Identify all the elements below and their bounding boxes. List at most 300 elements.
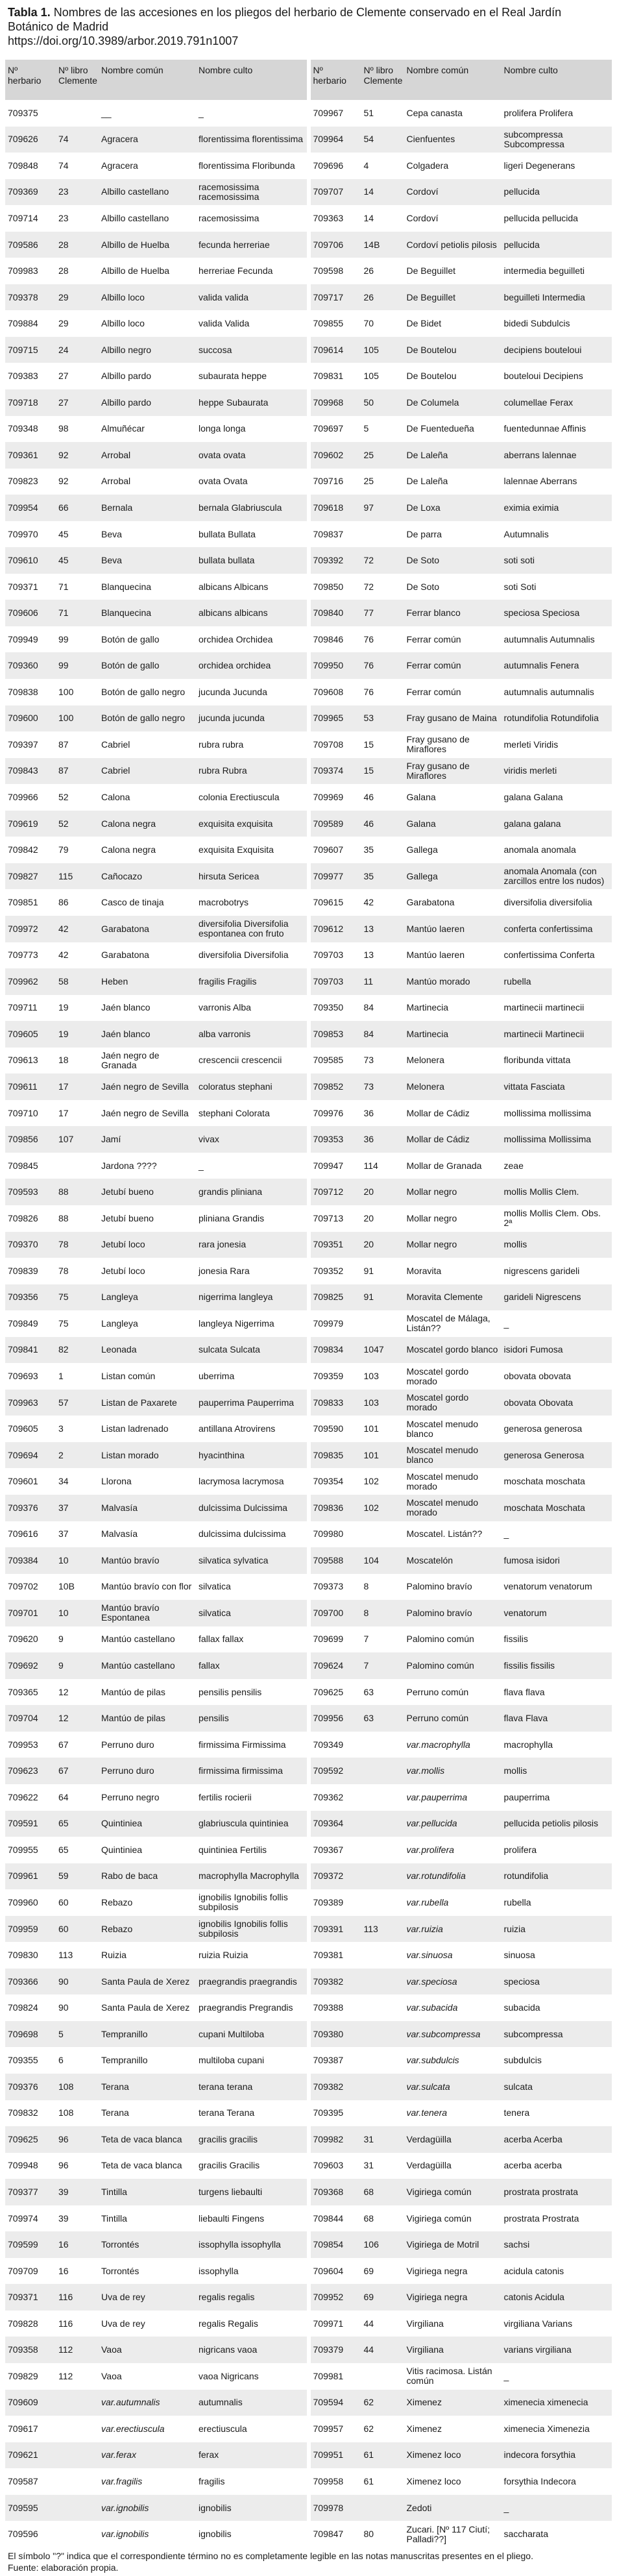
cell-culto: forsythia Indecora (503, 2475, 576, 2486)
table-row (5, 2495, 307, 2521)
cell-comun: Perruno común (406, 1713, 469, 1724)
table-row (311, 1863, 612, 1890)
cell-culto: cupani Multiloba (199, 2028, 265, 2039)
cell-culto: generosa Generosa (503, 1449, 585, 1460)
cell-libro: 37 (58, 1502, 69, 1513)
cell-herbario: 709844 (313, 2213, 344, 2224)
cell-comun: var.tenera (406, 2107, 448, 2118)
right-table-body (311, 100, 612, 2547)
cell-herbario: 709832 (8, 2107, 38, 2118)
cell-herbario: 709962 (8, 975, 38, 987)
cell-culto: eximia eximia (503, 502, 559, 513)
cell-culto: isidori Fumosa (503, 1344, 563, 1355)
cell-culto: _ (503, 2370, 509, 2381)
cell-libro: 34 (58, 1476, 69, 1487)
cell-culto: alba varronis (199, 1028, 251, 1039)
cell-culto: generosa generosa (503, 1423, 583, 1434)
cell-comun: Mollar negro (406, 1239, 457, 1250)
cell-libro: 106 (363, 2239, 379, 2250)
table-row (311, 100, 612, 127)
cell-culto: florentissima florentissima (199, 134, 304, 145)
table-row (5, 100, 307, 127)
table-row (5, 495, 307, 521)
cell-libro: 28 (58, 265, 69, 276)
table-row (311, 2363, 612, 2390)
cell-herbario: 709851 (8, 897, 38, 908)
cell-herbario: 709586 (8, 239, 38, 250)
cell-comun: Botón de gallo negro (101, 713, 186, 724)
table-row (5, 2258, 307, 2285)
cell-culto: rotundifolia Rotundifolia (503, 713, 599, 724)
cell-libro: 116 (58, 2318, 73, 2329)
table-row (5, 705, 307, 732)
cell-herbario: 709964 (313, 134, 344, 145)
cell-libro: 29 (58, 291, 69, 302)
cell-culto: pellucida pellucida (503, 212, 578, 223)
cell-herbario: 709361 (8, 449, 38, 460)
cell-comun: Listan de Paxarete (101, 1397, 177, 1408)
table-row (311, 574, 612, 600)
cell-culto: martinecii Martinecii (503, 1028, 585, 1039)
cell-culto: rubella (503, 1896, 531, 1907)
doi-link[interactable]: https://doi.org/10.3989/arbor.2019.791n1007 (8, 34, 239, 47)
cell-comun: Gallega (406, 844, 438, 855)
table-row (5, 1574, 307, 1601)
table-row (311, 1153, 612, 1179)
cell-culto: antillana Atrovirens (199, 1423, 276, 1434)
cell-libro (56, 2390, 99, 2416)
cell-comun: Cordoví (406, 186, 439, 197)
table-row (311, 889, 612, 916)
cell-comun: Garabatona (101, 950, 149, 961)
table-row (5, 179, 307, 206)
table-row (5, 811, 307, 837)
cell-libro: 19 (58, 1002, 69, 1013)
cell-comun: Vitis racimosa. Listán común (406, 2366, 492, 2386)
cell-herbario: 709358 (8, 2344, 38, 2355)
cell-culto: nigrescens garideli (503, 1265, 580, 1276)
cell-herbario: 709379 (313, 2344, 344, 2355)
cell-comun: Zucari. [Nº 117 Ciutí; Palladi??] (406, 2523, 490, 2544)
cell-culto: valida Valida (199, 318, 250, 329)
cell-culto: beguilleti Intermedia (503, 291, 585, 302)
table-row (311, 258, 612, 284)
cell-culto: _ (199, 107, 204, 118)
cell-libro: 23 (58, 212, 69, 223)
cell-culto: acerba acerba (503, 2160, 563, 2171)
cell-libro: 39 (58, 2186, 69, 2197)
cell-comun: Palomino bravío (406, 1581, 472, 1592)
table-row (5, 2179, 307, 2205)
cell-comun: Ximenez (406, 2397, 442, 2408)
cell-libro: 9 (58, 1660, 64, 1671)
table-row (5, 205, 307, 232)
cell-herbario: 709610 (8, 555, 38, 566)
cell-comun: Virgiliana (406, 2318, 444, 2329)
cell-herbario: 709372 (313, 1871, 344, 1882)
cell-culto: moschata Moschata (503, 1502, 585, 1513)
cell-culto: prostrata Prostrata (503, 2213, 579, 2224)
cell-comun: var.ruizia (406, 1923, 443, 1934)
cell-culto: hirsuta Sericea (199, 870, 260, 881)
cell-comun: Fray gusano de Maina (406, 713, 497, 724)
cell-culto: autumnalis (199, 2397, 243, 2408)
cell-culto: galana galana (503, 818, 561, 829)
cell-libro: 67 (58, 1739, 69, 1750)
cell-herbario: 709947 (313, 1160, 344, 1171)
cell-culto: subaurata heppe (199, 371, 267, 382)
table-row (311, 1547, 612, 1574)
cell-libro: 103 (363, 1397, 379, 1408)
cell-libro: 65 (58, 1818, 69, 1829)
table-row (311, 1916, 612, 1943)
cell-libro: 102 (363, 1502, 379, 1513)
cell-herbario: 709884 (8, 318, 38, 329)
table-row (5, 968, 307, 995)
cell-culto: ruizia (503, 1923, 526, 1934)
cell-libro: 12 (58, 1713, 69, 1724)
cell-herbario: 709397 (8, 739, 38, 750)
cell-comun: Malvasía (101, 1502, 138, 1513)
cell-culto: galana Galana (503, 791, 563, 802)
cell-libro: 50 (363, 397, 374, 408)
cell-comun: Calona negra (101, 844, 156, 855)
table-row (311, 1232, 612, 1258)
cell-libro (361, 1994, 404, 2021)
cell-comun: Botón de gallo negro (101, 686, 186, 697)
cell-libro: 113 (58, 1950, 73, 1961)
table-row (5, 337, 307, 363)
cell-comun: Vigiriega negra (406, 2292, 468, 2303)
cell-libro: 84 (363, 1028, 374, 1039)
table-row (311, 1889, 612, 1916)
cell-libro: 14B (363, 239, 380, 250)
cell-libro: 13 (363, 923, 374, 934)
cell-libro: 102 (363, 1476, 379, 1487)
cell-libro: 39 (58, 2213, 69, 2224)
cell-comun: De parra (406, 528, 442, 539)
cell-herbario: 709367 (313, 1844, 344, 1855)
table-row (311, 863, 612, 890)
cell-comun: Jaén negro de Sevilla (101, 1081, 189, 1092)
cell-comun: Galana (406, 791, 436, 802)
cell-libro: 54 (363, 134, 374, 145)
cell-herbario: 709773 (8, 950, 38, 961)
cell-libro (361, 2047, 404, 2074)
cell-libro: 61 (363, 2475, 374, 2486)
cell-culto: flava flava (503, 1686, 545, 1697)
cell-libro: 52 (58, 818, 69, 829)
cell-culto: crescencii crescencii (199, 1055, 282, 1066)
cell-culto: ignobilis (199, 2502, 232, 2513)
cell-libro (56, 2468, 99, 2495)
cell-culto: fissilis (503, 1634, 528, 1645)
cell-comun: var.autumnalis (101, 2397, 160, 2408)
cell-herbario: 709384 (8, 1554, 38, 1565)
table-row (5, 1284, 307, 1311)
cell-libro: 84 (363, 1002, 374, 1013)
cell-libro: 57 (58, 1397, 69, 1408)
table-row (5, 1652, 307, 1679)
cell-herbario: 709619 (8, 818, 38, 829)
table-row (311, 995, 612, 1022)
cell-herbario: 709707 (313, 186, 344, 197)
cell-libro: 73 (363, 1055, 374, 1066)
cell-herbario: 709364 (313, 1818, 344, 1829)
col-libro: Nº libro Clemente (363, 65, 403, 86)
cell-comun: Cañocazo (101, 870, 143, 881)
cell-comun: Tintilla (101, 2213, 127, 2224)
cell-libro: 6 (58, 2055, 64, 2066)
cell-herbario: 709839 (8, 1265, 38, 1276)
cell-libro: 20 (363, 1212, 374, 1223)
cell-libro: 20 (363, 1239, 374, 1250)
cell-comun: Cabriel (101, 739, 130, 750)
table-row (311, 1363, 612, 1390)
cell-comun: Jamí (101, 1134, 121, 1145)
cell-culto: obovata Obovata (503, 1397, 574, 1408)
cell-libro: 9 (58, 1634, 64, 1645)
cell-comun: Palomino bravío (406, 1607, 472, 1618)
cell-culto: subacida (503, 2002, 540, 2013)
cell-libro: 69 (363, 2292, 374, 2303)
cell-libro: 114 (363, 1160, 378, 1171)
table-row (311, 811, 612, 837)
cell-herbario: 709704 (8, 1713, 38, 1724)
col-herbario: Nº herbario (8, 65, 42, 86)
cell-herbario: 709954 (8, 502, 38, 513)
cell-herbario: 709950 (313, 660, 344, 671)
table-row (311, 2416, 612, 2442)
cell-libro: 76 (363, 686, 374, 697)
cell-comun: De Fuentedueña (406, 423, 474, 434)
cell-libro: 31 (363, 2160, 374, 2171)
cell-libro (56, 2442, 99, 2469)
cell-herbario: 709369 (8, 186, 38, 197)
cell-herbario: 709694 (8, 1449, 38, 1460)
cell-libro: 74 (58, 134, 69, 145)
table-row (5, 442, 307, 469)
table-row (311, 2179, 612, 2205)
cell-herbario: 709957 (313, 2423, 344, 2434)
cell-herbario: 709389 (313, 1896, 344, 1907)
cell-libro (361, 1732, 404, 1758)
cell-herbario: 709959 (8, 1923, 38, 1934)
table-row (5, 1600, 307, 1626)
cell-culto: fecunda herreriae (199, 239, 270, 250)
cell-herbario: 709624 (313, 1660, 344, 1671)
cell-culto: jonesia Rara (199, 1265, 250, 1276)
table-row (311, 1969, 612, 1995)
table-row (311, 1784, 612, 1811)
cell-libro: 78 (58, 1265, 69, 1276)
cell-libro: 1047 (363, 1344, 384, 1355)
cell-culto: bullata bullata (199, 555, 255, 566)
cell-culto: mollis Mollis Clem. Obs. 2ª (503, 1208, 601, 1229)
cell-comun: Teta de vaca blanca (101, 2160, 182, 2171)
cell-libro: 60 (58, 1896, 69, 1907)
cell-comun: var.macrophylla (406, 1739, 470, 1750)
cell-herbario: 709693 (8, 1371, 38, 1382)
cell-herbario: 709602 (313, 449, 344, 460)
cell-herbario: 709982 (313, 2133, 344, 2144)
table-row (5, 2126, 307, 2153)
cell-libro: 26 (363, 265, 374, 276)
cell-comun: Fray gusano de Miraflores (406, 760, 470, 781)
cell-culto: rotundifolia (503, 1871, 548, 1882)
table-row (311, 1205, 612, 1232)
cell-herbario: 709613 (8, 1055, 38, 1066)
cell-herbario: 709381 (313, 1950, 344, 1961)
cell-comun: Ferrar blanco (406, 607, 461, 619)
cell-comun: Gallega (406, 870, 438, 881)
cell-herbario: 709974 (8, 2213, 38, 2224)
cell-libro: 19 (58, 1028, 69, 1039)
table-row (5, 2153, 307, 2179)
cell-libro (56, 2521, 99, 2547)
cell-culto: colonia Erectiuscula (199, 791, 280, 802)
table-row (311, 652, 612, 679)
cell-libro: 60 (58, 1923, 69, 1934)
cell-herbario: 709370 (8, 1239, 38, 1250)
cell-libro: 96 (58, 2133, 69, 2144)
table-row (311, 2521, 612, 2547)
cell-herbario: 709949 (8, 633, 38, 644)
cell-libro: 64 (58, 1791, 69, 1802)
cell-libro: 45 (58, 555, 69, 566)
cell-comun: var.rotundifolia (406, 1871, 466, 1882)
cell-culto: vaoa Nigricans (199, 2370, 259, 2381)
cell-comun: Botón de gallo (101, 633, 160, 644)
cell-libro: 87 (58, 765, 69, 776)
table-row (5, 1337, 307, 1364)
cell-libro: 72 (363, 555, 374, 566)
cell-comun: Ferrar común (406, 660, 461, 671)
table-row (311, 2074, 612, 2100)
table-row (311, 310, 612, 337)
table-row (5, 1495, 307, 1521)
table-row (311, 1679, 612, 1706)
cell-comun: Albillo loco (101, 318, 145, 329)
cell-herbario: 709368 (313, 2186, 344, 2197)
cell-comun: Palomino común (406, 1634, 474, 1645)
cell-herbario: 709966 (8, 791, 38, 802)
cell-herbario: 709702 (8, 1581, 38, 1592)
cell-culto: columellae Ferax (503, 397, 574, 408)
cell-herbario: 709349 (313, 1739, 344, 1750)
cell-culto: silvatica sylvatica (199, 1554, 269, 1565)
table-row (311, 1468, 612, 1495)
table-row (5, 995, 307, 1022)
cell-libro (56, 100, 99, 127)
cell-herbario: 709376 (8, 2081, 38, 2092)
cell-herbario: 709717 (313, 291, 344, 302)
cell-culto: grandis pliniana (199, 1186, 263, 1197)
cell-libro: 78 (58, 1239, 69, 1250)
caption-text: Nombres de las accesiones en los pliegos del herbario de Clemente conservado en el Real Jardín Botánico de Madrid (8, 6, 562, 33)
table-row (311, 837, 612, 863)
col-comun: Nombre común (406, 65, 469, 75)
cell-libro: 3 (58, 1423, 64, 1434)
cell-comun: De Laleña (406, 476, 448, 487)
cell-herbario: 709605 (8, 1028, 38, 1039)
cell-herbario: 709611 (8, 1081, 38, 1092)
cell-herbario: 709606 (8, 607, 38, 619)
table-row (5, 2205, 307, 2232)
cell-herbario: 709359 (313, 1371, 344, 1382)
cell-comun: Ferrar común (406, 686, 461, 697)
cell-libro: 51 (363, 107, 374, 118)
table-row (5, 942, 307, 969)
table-row (311, 1416, 612, 1442)
cell-libro: 52 (58, 791, 69, 802)
table-row (5, 1021, 307, 1048)
cell-libro (56, 2416, 99, 2442)
table-row (5, 889, 307, 916)
table-row (5, 2100, 307, 2127)
table-row (311, 1521, 612, 1548)
table-row (311, 2468, 612, 2495)
cell-comun: Moscatel gordo blanco (406, 1344, 498, 1355)
table-row (311, 1811, 612, 1837)
cell-culto: terana terana (199, 2081, 253, 2092)
cell-comun: Galana (406, 818, 436, 829)
cell-herbario: 709594 (313, 2397, 344, 2408)
cell-libro: 14 (363, 212, 374, 223)
cell-herbario: 709828 (8, 2318, 38, 2329)
table-row (311, 363, 612, 389)
table-row (311, 2126, 612, 2153)
cell-culto: rubella (503, 975, 531, 987)
cell-libro: 45 (58, 528, 69, 539)
cell-culto: orchidea Orchidea (199, 633, 273, 644)
cell-herbario: 709700 (313, 1607, 344, 1618)
cell-comun: Cepa canasta (406, 107, 463, 118)
table-row (5, 1205, 307, 1232)
cell-herbario: 709376 (8, 1502, 38, 1513)
cell-comun: __ (101, 107, 112, 118)
left-table-body (5, 100, 307, 2547)
cell-culto: silvatica (199, 1581, 231, 1592)
table-row (5, 784, 307, 811)
cell-comun: Albillo de Huelba (101, 239, 170, 250)
table-row (311, 1495, 612, 1521)
cell-libro: 100 (58, 713, 74, 724)
cell-libro: 105 (363, 371, 379, 382)
table-row (5, 2521, 307, 2547)
cell-comun: Cabriel (101, 765, 130, 776)
table-row (311, 1284, 612, 1311)
table-row (5, 547, 307, 574)
cell-culto: stephani Colorata (199, 1107, 270, 1118)
cell-culto: bullata Bullata (199, 528, 256, 539)
cell-comun: var.ignobilis (101, 2529, 149, 2540)
cell-comun: Mantúo bravío (101, 1554, 160, 1565)
cell-culto: issophylla (199, 2265, 239, 2276)
table-row (311, 2100, 612, 2127)
cell-culto: conferta confertissima (503, 923, 593, 934)
cell-libro: 115 (58, 870, 73, 881)
table-row (311, 232, 612, 258)
cell-herbario: 709710 (8, 1107, 38, 1118)
cell-comun: Mantúo laeren (406, 923, 465, 934)
table-row (311, 2231, 612, 2258)
table-row (5, 127, 307, 153)
cell-comun: Almuñécar (101, 423, 145, 434)
cell-libro: 44 (363, 2318, 374, 2329)
cell-culto: praegrandis praegrandis (199, 1976, 297, 1987)
cell-herbario: 709350 (313, 1002, 344, 1013)
